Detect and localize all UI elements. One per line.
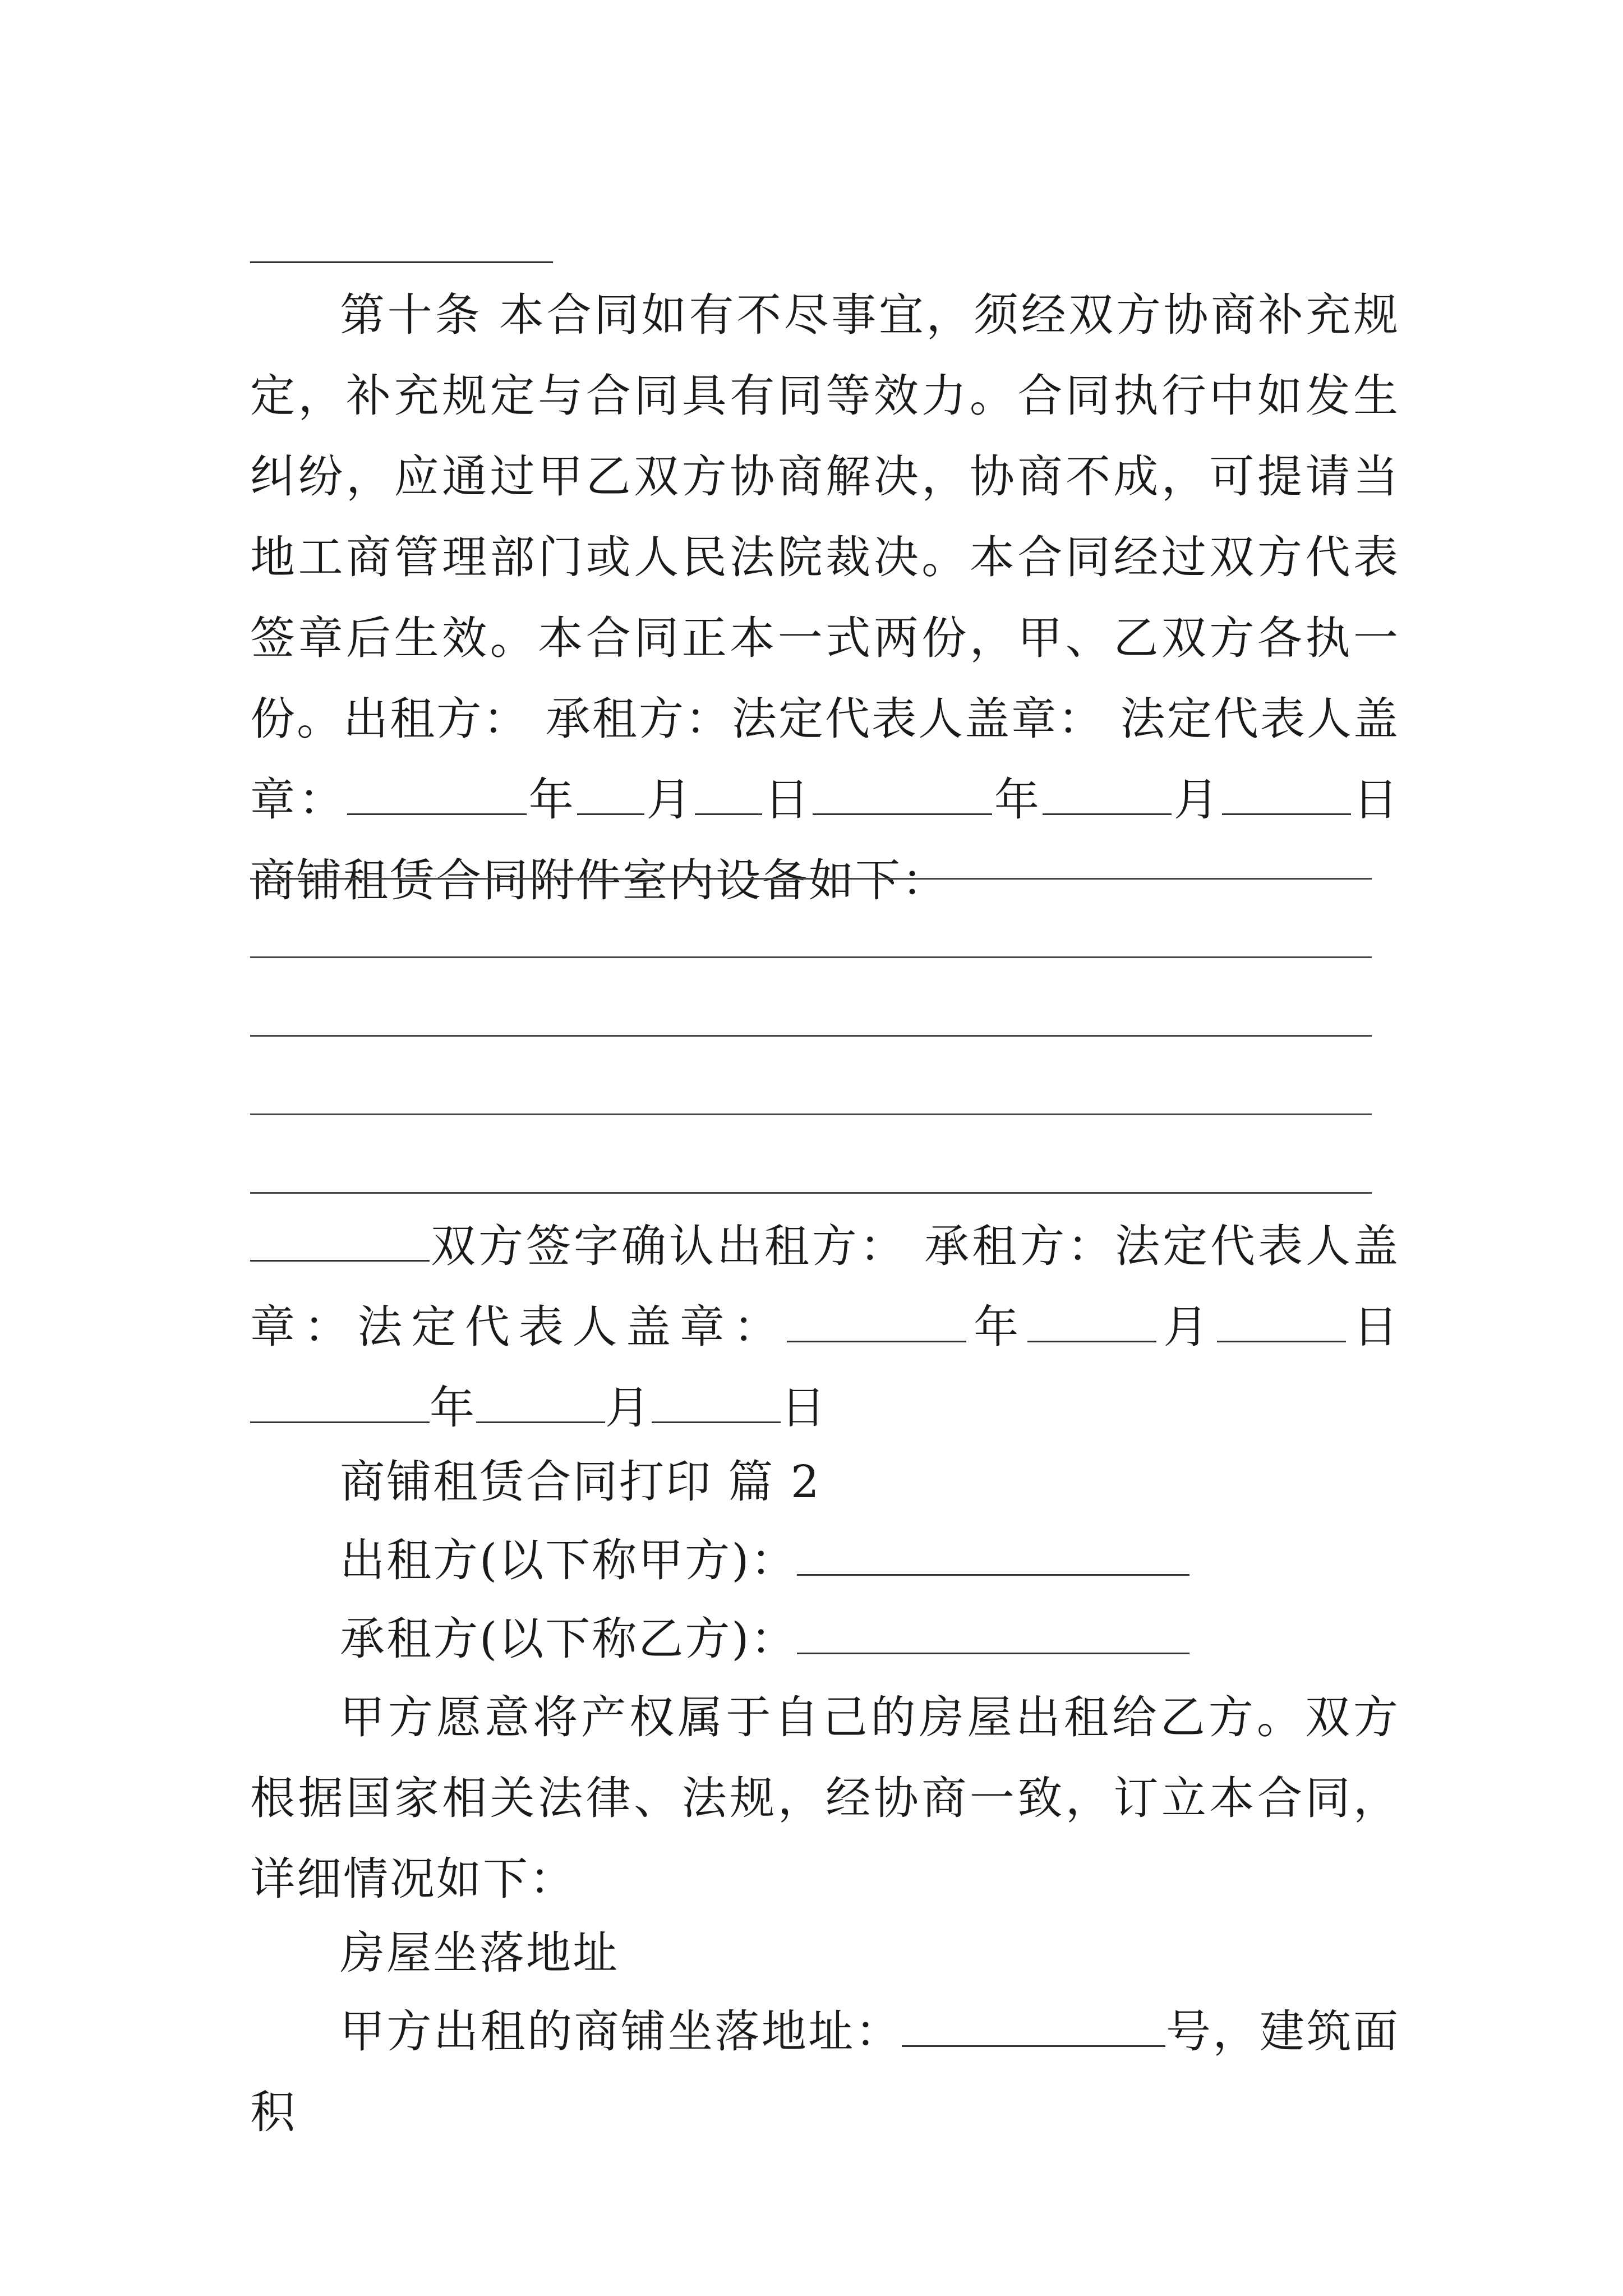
address-line: [250, 1991, 1400, 2153]
blank-sign-year-2[interactable]: [250, 1382, 430, 1423]
blank-year-2[interactable]: [813, 774, 992, 815]
year-label-2: 年: [992, 774, 1043, 826]
signature-confirm-paragraph: [250, 1206, 1400, 1448]
year-label: 年: [527, 774, 578, 826]
blank-signature[interactable]: [250, 1221, 430, 1262]
sign-year-label: 年: [966, 1301, 1027, 1353]
equipment-line-3[interactable]: [250, 1035, 1372, 1037]
month-label: 月: [644, 774, 695, 826]
blank-sign-day-2[interactable]: [652, 1382, 781, 1423]
equipment-line-5[interactable]: [250, 1192, 1372, 1194]
blank-sign-year[interactable]: [787, 1301, 966, 1342]
blank-day-2[interactable]: [1222, 774, 1351, 815]
lessor-field[interactable]: [797, 1535, 1189, 1576]
lessee-label: 承租方(以下称乙方)：: [340, 1613, 797, 1665]
intro-paragraph: 甲方愿意将产权属于自己的房屋出租给乙方。双方根据国家相关法律、法规，经协商一致，订立本合同，详细情况如下：: [250, 1691, 1400, 1905]
sign-year-label-2: 年: [430, 1382, 476, 1434]
blank-day[interactable]: [695, 774, 762, 815]
sign-month-label-2: 月: [605, 1382, 652, 1434]
equipment-line-2[interactable]: [250, 956, 1372, 958]
blank-sign-day[interactable]: [1217, 1301, 1346, 1342]
blank-month-2[interactable]: [1043, 774, 1172, 815]
equipment-line-1[interactable]: [250, 878, 1372, 880]
equipment-line-4[interactable]: [250, 1114, 1372, 1115]
sign-day-label: 日: [1346, 1301, 1400, 1353]
lessee-field[interactable]: [797, 1613, 1189, 1654]
sign-month-label: 月: [1156, 1301, 1218, 1353]
sign-day-label-2: 日: [781, 1382, 827, 1434]
article-10-text: 第十条 本合同如有不尽事宜，须经双方协商补充规定，补充规定与合同具有同等效力。合同执行中如发生纠纷，应通过甲乙双方协商解决，协商不成，可提请当地工商管理部门或人民法院裁决。本合同经过双方代表签章后生效。本合同正本一式两份，甲、乙双方各执一份。出租方： 承租方：法定代表人盖章： 法定代表人盖章：: [250, 289, 1400, 826]
address-field[interactable]: [902, 2006, 1165, 2047]
house-location-heading: 房屋坐落地址: [340, 1927, 619, 1979]
section-2-title: 商铺租赁合同打印 篇 2: [340, 1456, 821, 1508]
lessee-line: [250, 1599, 1400, 1680]
attachment-intro: 日商铺租赁合同附件室内设备如下：: [250, 774, 1400, 907]
blank-year[interactable]: [347, 774, 527, 815]
lessor-label: 出租方(以下称甲方)：: [340, 1534, 797, 1586]
signature-confirm-text: 双方签字确认出租方： 承租方：法定代表人盖章：法定代表人盖章：: [250, 1220, 1400, 1353]
header-rule: [250, 261, 553, 263]
lessor-line: [250, 1520, 1400, 1601]
address-label: 甲方出租的商铺坐落地址：: [340, 2005, 902, 2058]
blank-sign-month-2[interactable]: [476, 1382, 605, 1423]
day-label: 日: [762, 774, 813, 826]
address-tail: 号，建筑面积: [250, 2005, 1400, 2138]
blank-month[interactable]: [577, 774, 644, 815]
month-label-2: 月: [1172, 774, 1223, 826]
blank-sign-month[interactable]: [1027, 1301, 1156, 1342]
article-10-paragraph: [250, 275, 1400, 921]
